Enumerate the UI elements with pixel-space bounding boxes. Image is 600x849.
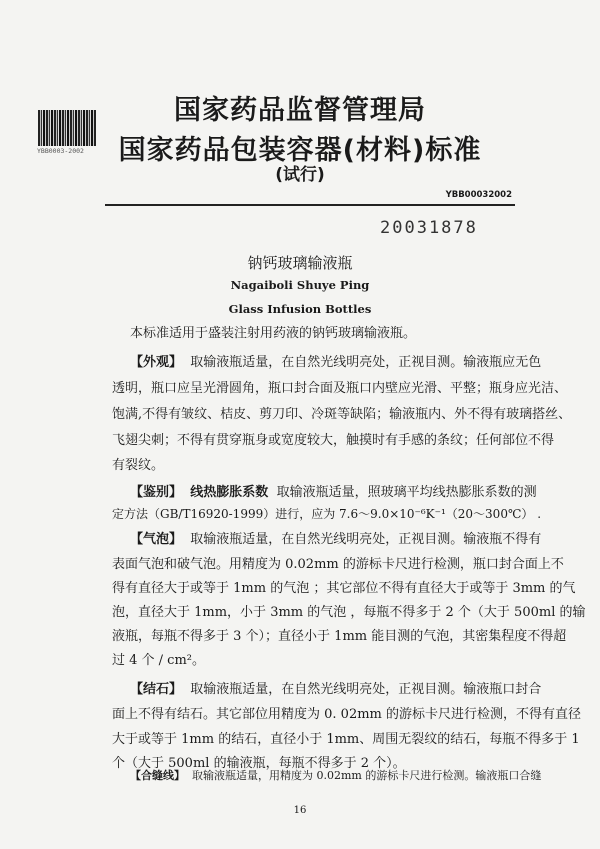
doc-title-cn: 钠钙玻璃输液瓶: [247, 254, 353, 272]
section-line: 【外观】 取输液瓶适量，在自然光线明亮处，正视目测。输液瓶应无色: [130, 355, 542, 370]
section-line: 定方法（GB/T16920-1999）进行，应为 7.6～9.0×10⁻⁶K⁻¹（20～300℃） .: [112, 507, 542, 521]
doc-title-en: Glass Infusion Bottles: [228, 302, 372, 316]
section-line: 泡，直径大于 1mm，小于 3mm 的气泡 ，每瓶不得多于 2 个（大于 500ml 的输: [112, 605, 586, 620]
doc-title-pinyin: Nagaiboli Shuye Ping: [230, 278, 370, 292]
section-line: 个（大于 500ml 的输液瓶，每瓶不得多于 2 个）。: [112, 756, 406, 771]
section-line: 【结石】 取输液瓶适量，在自然光线明亮处，正视目测。输液瓶口封合: [130, 682, 542, 697]
page-number: 16: [293, 805, 307, 816]
intro-text: 本标准适用于盛装注射用药液的钠钙玻璃输液瓶。: [130, 326, 417, 341]
section-line: 液瓶，每瓶不得多于 3 个）；直径小于 1mm 能目测的气泡，其密集程度不得超: [112, 629, 567, 644]
section-line: 面上不得有结石。其它部位用精度为 0. 02mm 的游标卡尺进行检测，不得有直径: [112, 707, 581, 722]
section-line: 【鉴别】 线热膨胀系数 取输液瓶适量，照玻璃平均线热膨胀系数的测: [130, 485, 537, 500]
header-rule: [105, 204, 515, 206]
trial-label: (试行): [275, 165, 325, 185]
stamp-number: 20031878: [380, 218, 478, 238]
section-line: 飞翅尖刺；不得有贯穿瓶身或宽度较大，触摸时有手感的条纹；任何部位不得: [112, 433, 555, 448]
section-line: 大于或等于 1mm 的结石，直径小于 1mm、周围无裂纹的结石，每瓶不得多于 1: [112, 732, 580, 747]
barcode-text: YBB0003-2002: [37, 147, 84, 155]
section-line: 透明，瓶口应呈光滑圆角，瓶口封合面及瓶口内壁应光滑、平整；瓶身应光洁、: [112, 381, 568, 396]
agency-title: 国家药品监督管理局: [174, 95, 426, 126]
standard-code: YBB00032002: [445, 190, 512, 200]
standard-title: 国家药品包装容器(材料)标准: [118, 135, 482, 166]
section-line: 有裂纹。: [112, 458, 165, 473]
section-line: 【合缝线】 取输液瓶适量，用精度为 0.02mm 的游标卡尺进行检测。输液瓶口合缝: [130, 769, 542, 782]
section-line: 得有直径大于或等于 1mm 的气泡 ；其它部位不得有直径大于或等于 3mm 的气: [112, 581, 576, 596]
section-line: 【气泡】 取输液瓶适量，在自然光线明亮处，正视目测。输液瓶不得有: [130, 532, 542, 547]
section-line: 饱满,不得有皱纹、桔皮、剪刀印、冷斑等缺陷；输液瓶内、外不得有玻璃搭丝、: [112, 407, 572, 422]
section-line: 过 4 个 / cm²。: [112, 653, 205, 668]
section-line: 表面气泡和破气泡。用精度为 0.02mm 的游标卡尺进行检测，瓶口封合面上不: [112, 557, 564, 572]
